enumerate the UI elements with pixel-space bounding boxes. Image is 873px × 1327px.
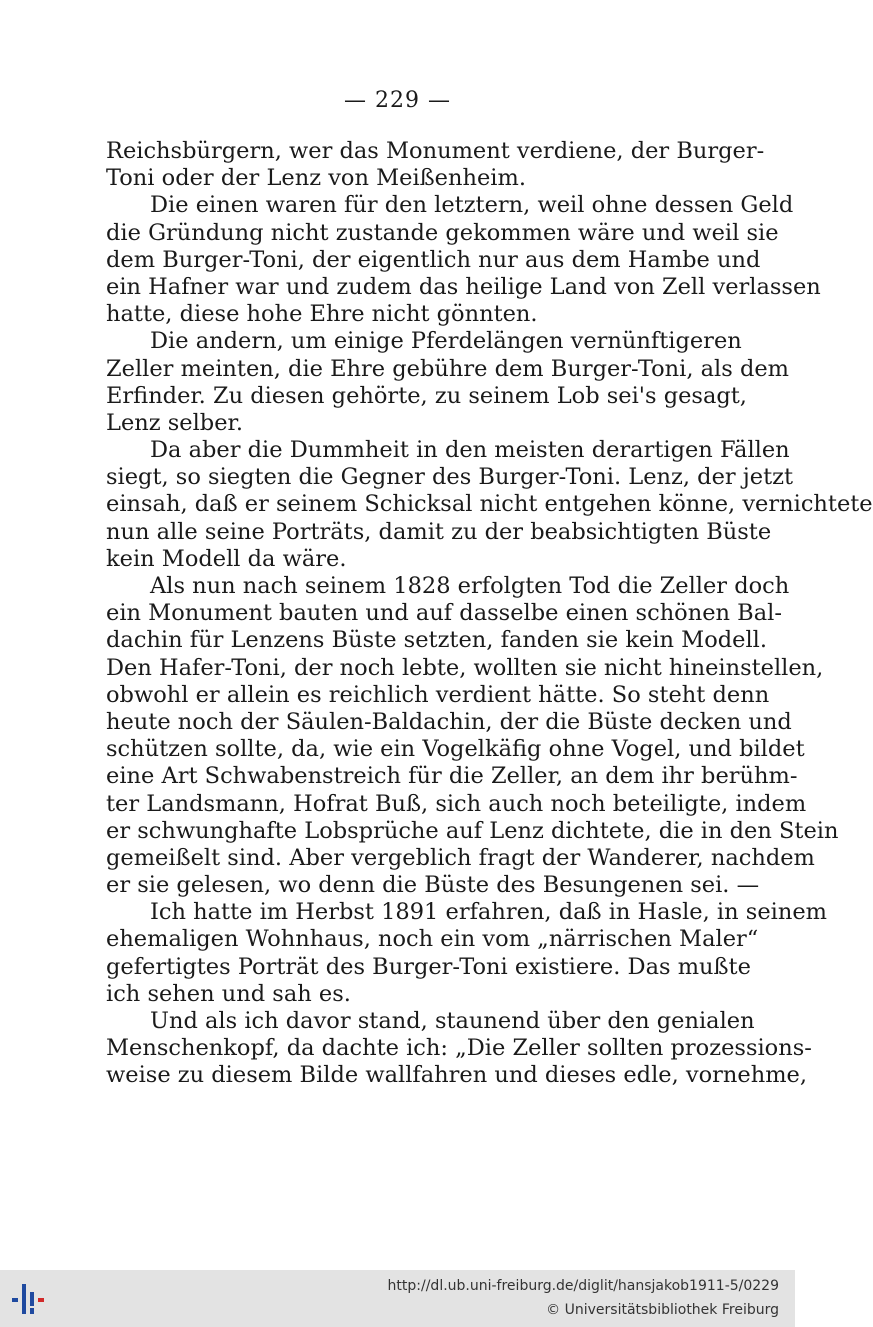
text-line: ter Landsmann, Hofrat Buß, sich auch noch beteiligte, indem <box>106 790 807 817</box>
text-line: nun alle seine Porträts, damit zu der beabsichtigten Büste <box>106 518 772 545</box>
text-line: weise zu diesem Bilde wallfahren und dieses edle, vornehme, <box>106 1062 808 1089</box>
text-line: er sie gelesen, wo denn die Büste des Besungenen sei. — <box>106 872 760 899</box>
text-line: schützen sollte, da, wie ein Vogelkäfig ohne Vogel, und bildet <box>106 736 805 763</box>
text-line: Erfinder. Zu diesen gehörte, zu seinem Lob sei's gesagt, <box>106 382 747 409</box>
text-line: kein Modell da wäre. <box>106 545 347 572</box>
text-line: Reichsbürgern, wer das Monument verdiene, der Burger- <box>106 138 765 164</box>
text-line: Die andern, um einige Pferdelängen vernünftigeren <box>150 328 742 355</box>
text-line: hatte, diese hohe Ehre nicht gönnten. <box>106 301 538 328</box>
text-line: gemeißelt sind. Aber vergeblich fragt der Wanderer, nachdem <box>106 844 815 871</box>
copyright-notice: © Universitätsbibliothek Freiburg <box>546 1302 779 1318</box>
text-line: dem Burger-Toni, der eigentlich nur aus dem Hambe und <box>106 246 761 273</box>
text-line: Die einen waren für den letztern, weil ohne dessen Geld <box>150 192 794 219</box>
text-line: gefertigtes Porträt des Burger-Toni existiere. Das mußte <box>106 953 751 980</box>
university-library-logo-icon <box>8 1278 48 1320</box>
text-line: einsah, daß er seinem Schicksal nicht entgehen könne, vernichtete <box>106 491 873 518</box>
text-line: Den Hafer-Toni, der noch lebte, wollten sie nicht hineinstellen, <box>106 654 824 681</box>
text-line: ehemaligen Wohnhaus, noch ein vom „närrischen Maler“ <box>106 926 759 953</box>
text-line: Als nun nach seinem 1828 erfolgten Tod die Zeller doch <box>150 573 790 599</box>
text-line: ich sehen und sah es. <box>106 980 351 1007</box>
text-line: er schwunghafte Lobsprüche auf Lenz dichtete, die in den Stein <box>106 817 839 844</box>
text-line: Zeller meinten, die Ehre gebühre dem Burger-Toni, als dem <box>106 355 790 382</box>
text-line: Und als ich davor stand, staunend über den genialen <box>150 1008 755 1034</box>
permalink-url[interactable]: http://dl.ub.uni-freiburg.de/diglit/hansjakob1911-5/0229 <box>387 1278 779 1294</box>
text-line: Toni oder der Lenz von Meißenheim. <box>106 165 526 192</box>
text-line: Da aber die Dummheit in den meisten derartigen Fällen <box>150 437 790 464</box>
text-line: die Gründung nicht zustande gekommen wäre und weil sie <box>106 219 779 246</box>
text-line: ein Hafner war und zudem das heilige Land von Zell verlassen <box>106 273 821 300</box>
text-line: heute noch der Säulen-Baldachin, der die Büste decken und <box>106 708 792 735</box>
text-line: Menschenkopf, da dachte ich: „Die Zeller sollten prozessions- <box>106 1035 812 1062</box>
text-line: siegt, so siegten die Gegner des Burger-Toni. Lenz, der jetzt <box>106 464 794 491</box>
text-line: obwohl er allein es reichlich verdient hätte. So steht denn <box>106 681 770 708</box>
page-number: — 229 — <box>344 88 451 113</box>
text-line: eine Art Schwabenstreich für die Zeller, an dem ihr berühm- <box>106 763 798 790</box>
text-line: dachin für Lenzens Büste setzten, fanden sie kein Modell. <box>106 627 768 654</box>
body-text <box>106 138 873 1090</box>
text-line: Lenz selber. <box>106 409 243 436</box>
text-line: Ich hatte im Herbst 1891 erfahren, daß in Hasle, in seinem <box>150 899 827 926</box>
text-line: ein Monument bauten und auf dasselbe einen schönen Bal- <box>106 600 782 627</box>
footer-bar <box>0 1270 795 1327</box>
